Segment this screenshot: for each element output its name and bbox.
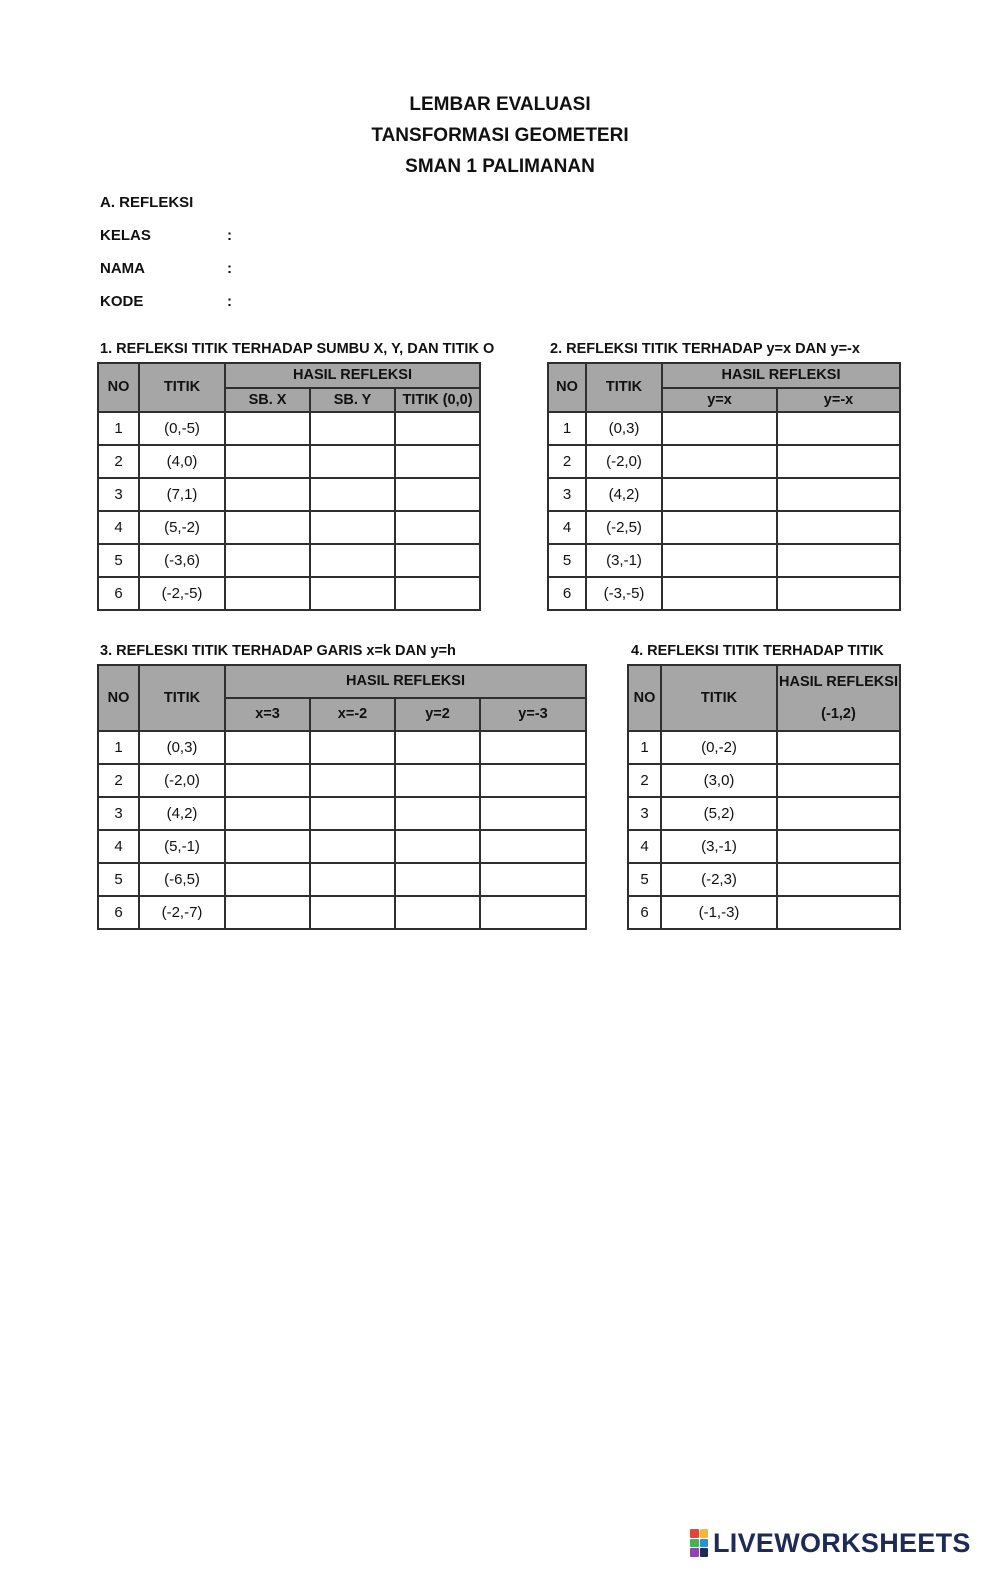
table-4 — [627, 664, 901, 930]
row-titik: (4,2) — [586, 478, 662, 511]
answer-cell[interactable] — [395, 863, 480, 896]
answer-cell[interactable] — [777, 478, 900, 511]
answer-cell[interactable] — [225, 577, 310, 610]
row-no: 5 — [628, 863, 661, 896]
answer-cell[interactable] — [225, 830, 310, 863]
table-3 — [97, 664, 587, 930]
row-no: 3 — [98, 478, 139, 511]
document-subtitle: TANSFORMASI GEOMETERI — [371, 125, 629, 146]
school-name: SMAN 1 PALIMANAN — [405, 156, 595, 177]
row-titik: (4,0) — [139, 445, 225, 478]
row-no: 2 — [98, 445, 139, 478]
answer-cell[interactable] — [310, 445, 395, 478]
row-titik: (-2,-7) — [139, 896, 225, 929]
table-row — [98, 896, 586, 929]
row-titik: (0,-5) — [139, 412, 225, 445]
row-titik: (5,2) — [661, 797, 777, 830]
answer-cell[interactable] — [480, 797, 586, 830]
table-row — [98, 511, 480, 544]
answer-cell[interactable] — [395, 511, 480, 544]
section-label: A. REFLEKSI — [100, 194, 194, 211]
table-2-subheader-ynegx: y=-x — [777, 388, 900, 412]
table-2-title: 2. REFLEKSI TITIK TERHADAP y=x DAN y=-x — [550, 341, 860, 357]
row-no: 6 — [98, 577, 139, 610]
answer-cell[interactable] — [777, 731, 900, 764]
row-titik: (5,-1) — [139, 830, 225, 863]
table-4-title: 4. REFLEKSI TITIK TERHADAP TITIK — [631, 643, 884, 659]
row-no: 2 — [98, 764, 139, 797]
table-row — [98, 731, 586, 764]
answer-cell[interactable] — [225, 797, 310, 830]
row-titik: (-2,0) — [586, 445, 662, 478]
field-label-kelas: KELAS — [100, 227, 151, 244]
answer-cell[interactable] — [395, 577, 480, 610]
table-4-header-titik: TITIK — [661, 665, 777, 731]
row-no: 5 — [548, 544, 586, 577]
answer-cell[interactable] — [310, 731, 395, 764]
answer-cell[interactable] — [480, 731, 586, 764]
answer-cell[interactable] — [662, 511, 777, 544]
field-colon-kelas: : — [227, 227, 232, 244]
table-row — [98, 445, 480, 478]
table-row — [98, 412, 480, 445]
row-titik: (3,-1) — [661, 830, 777, 863]
row-no: 6 — [628, 896, 661, 929]
answer-cell[interactable] — [480, 896, 586, 929]
table-3-subheader-yneg3: y=-3 — [480, 698, 586, 731]
table-1-header-no: NO — [98, 363, 139, 412]
table-4-header-no: NO — [628, 665, 661, 731]
table-4-header-center: (-1,2) — [777, 698, 900, 731]
table-row — [98, 764, 586, 797]
answer-cell[interactable] — [395, 830, 480, 863]
row-titik: (5,-2) — [139, 511, 225, 544]
row-no: 4 — [98, 511, 139, 544]
answer-cell[interactable] — [225, 478, 310, 511]
answer-cell[interactable] — [310, 764, 395, 797]
table-3-header-hasil: HASIL REFLEKSI — [225, 665, 586, 698]
row-titik: (-3,-5) — [586, 577, 662, 610]
row-no: 4 — [628, 830, 661, 863]
table-4-header-hasil: HASIL REFLEKSI — [777, 665, 900, 698]
answer-cell[interactable] — [777, 445, 900, 478]
table-row — [98, 863, 586, 896]
row-titik: (3,-1) — [586, 544, 662, 577]
table-3-subheader-y2: y=2 — [395, 698, 480, 731]
answer-cell[interactable] — [395, 797, 480, 830]
answer-cell[interactable] — [310, 478, 395, 511]
table-row — [98, 544, 480, 577]
table-row — [548, 412, 900, 445]
table-1-title: 1. REFLEKSI TITIK TERHADAP SUMBU X, Y, DAN TITIK O — [100, 341, 495, 357]
table-3-header-titik: TITIK — [139, 665, 225, 731]
answer-cell[interactable] — [662, 577, 777, 610]
table-row — [98, 478, 480, 511]
answer-cell[interactable] — [662, 412, 777, 445]
table-3-title: 3. REFLESKI TITIK TERHADAP GARIS x=k DAN y=h — [100, 643, 456, 659]
row-titik: (-2,0) — [139, 764, 225, 797]
answer-cell[interactable] — [777, 544, 900, 577]
table-2 — [547, 362, 901, 611]
row-no: 6 — [98, 896, 139, 929]
table-1-subheader-sbx: SB. X — [225, 388, 310, 412]
table-row — [548, 577, 900, 610]
table-row — [98, 830, 586, 863]
row-no: 1 — [548, 412, 586, 445]
table-row — [628, 731, 900, 764]
table-3-subheader-x3: x=3 — [225, 698, 310, 731]
answer-cell[interactable] — [395, 896, 480, 929]
answer-cell[interactable] — [480, 863, 586, 896]
table-1-header-hasil: HASIL REFLEKSI — [225, 363, 480, 388]
answer-cell[interactable] — [777, 863, 900, 896]
table-row — [628, 797, 900, 830]
table-row — [548, 478, 900, 511]
answer-cell[interactable] — [310, 412, 395, 445]
table-row — [628, 764, 900, 797]
answer-cell[interactable] — [480, 830, 586, 863]
answer-cell[interactable] — [395, 412, 480, 445]
table-row — [628, 896, 900, 929]
table-row — [548, 544, 900, 577]
answer-cell[interactable] — [777, 797, 900, 830]
table-1-subheader-sby: SB. Y — [310, 388, 395, 412]
answer-cell[interactable] — [777, 896, 900, 929]
table-1-header-titik: TITIK — [139, 363, 225, 412]
row-titik: (0,-2) — [661, 731, 777, 764]
row-no: 5 — [98, 544, 139, 577]
answer-cell[interactable] — [777, 511, 900, 544]
table-row — [628, 830, 900, 863]
table-row — [548, 511, 900, 544]
table-row — [628, 863, 900, 896]
table-2-header-hasil: HASIL REFLEKSI — [662, 363, 900, 388]
answer-cell[interactable] — [395, 445, 480, 478]
row-no: 5 — [98, 863, 139, 896]
table-row — [548, 445, 900, 478]
table-3-subheader-xneg2: x=-2 — [310, 698, 395, 731]
document-title: LEMBAR EVALUASI — [409, 94, 591, 115]
answer-cell[interactable] — [395, 764, 480, 797]
table-2-header-no: NO — [548, 363, 586, 412]
row-titik: (0,3) — [139, 731, 225, 764]
answer-cell[interactable] — [225, 544, 310, 577]
row-no: 1 — [628, 731, 661, 764]
answer-cell[interactable] — [225, 764, 310, 797]
row-no: 1 — [98, 731, 139, 764]
row-no: 3 — [628, 797, 661, 830]
row-titik: (-2,3) — [661, 863, 777, 896]
row-no: 4 — [548, 511, 586, 544]
row-titik: (-2,-5) — [139, 577, 225, 610]
answer-cell[interactable] — [310, 896, 395, 929]
liveworksheets-logo[interactable] — [690, 1527, 971, 1559]
table-row — [98, 577, 480, 610]
table-1 — [97, 362, 481, 611]
answer-cell[interactable] — [480, 764, 586, 797]
answer-cell[interactable] — [662, 445, 777, 478]
row-no: 2 — [628, 764, 661, 797]
answer-cell[interactable] — [225, 863, 310, 896]
answer-cell[interactable] — [777, 830, 900, 863]
answer-cell[interactable] — [225, 896, 310, 929]
field-label-nama: NAMA — [100, 260, 145, 277]
answer-cell[interactable] — [225, 511, 310, 544]
answer-cell[interactable] — [662, 544, 777, 577]
field-colon-nama: : — [227, 260, 232, 277]
table-row — [98, 797, 586, 830]
row-titik: (0,3) — [586, 412, 662, 445]
row-titik: (4,2) — [139, 797, 225, 830]
answer-cell[interactable] — [310, 511, 395, 544]
answer-cell[interactable] — [225, 731, 310, 764]
row-no: 2 — [548, 445, 586, 478]
table-2-header-titik: TITIK — [586, 363, 662, 412]
answer-cell[interactable] — [395, 731, 480, 764]
row-titik: (-2,5) — [586, 511, 662, 544]
answer-cell[interactable] — [225, 445, 310, 478]
answer-cell[interactable] — [310, 797, 395, 830]
answer-cell[interactable] — [310, 863, 395, 896]
answer-cell[interactable] — [310, 544, 395, 577]
row-no: 6 — [548, 577, 586, 610]
answer-cell[interactable] — [395, 478, 480, 511]
row-titik: (-3,6) — [139, 544, 225, 577]
row-titik: (-6,5) — [139, 863, 225, 896]
answer-cell[interactable] — [310, 577, 395, 610]
row-no: 1 — [98, 412, 139, 445]
answer-cell[interactable] — [225, 412, 310, 445]
field-label-kode: KODE — [100, 293, 144, 310]
answer-cell[interactable] — [395, 544, 480, 577]
table-1-subheader-origin: TITIK (0,0) — [395, 388, 480, 412]
answer-cell[interactable] — [777, 577, 900, 610]
answer-cell[interactable] — [777, 764, 900, 797]
row-titik: (-1,-3) — [661, 896, 777, 929]
row-titik: (3,0) — [661, 764, 777, 797]
liveworksheets-logo-icon — [690, 1529, 708, 1557]
table-3-header-no: NO — [98, 665, 139, 731]
liveworksheets-logo-text: LIVEWORKSHEETS — [713, 1527, 971, 1558]
answer-cell[interactable] — [777, 412, 900, 445]
answer-cell[interactable] — [310, 830, 395, 863]
row-no: 3 — [98, 797, 139, 830]
table-2-subheader-yx: y=x — [662, 388, 777, 412]
row-no: 3 — [548, 478, 586, 511]
row-titik: (7,1) — [139, 478, 225, 511]
answer-cell[interactable] — [662, 478, 777, 511]
row-no: 4 — [98, 830, 139, 863]
field-colon-kode: : — [227, 293, 232, 310]
